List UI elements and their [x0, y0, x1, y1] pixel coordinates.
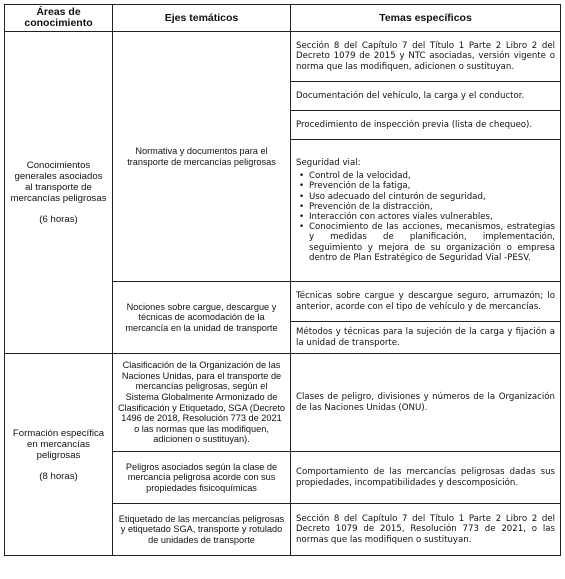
document-page — [4, 4, 561, 556]
table-row — [5, 354, 561, 452]
table-row — [5, 32, 561, 82]
tema-cell: Sección 8 del Capítulo 7 del Título 1 Parte 2 Libro 2 del Decreto 1079 de 2015, Resolución 773 de 2021, o las normas que las modifiquen o sustituyan. — [291, 504, 561, 556]
list-item: • Interacción con actores viales vulnerables, — [309, 212, 555, 222]
area-hours: (6 horas) — [39, 214, 78, 225]
header-ejes: Ejes temáticos — [113, 5, 291, 32]
seguridad-vial-list — [296, 171, 555, 263]
tema-cell: Sección 8 del Capítulo 7 del Título 1 Parte 2 Libro 2 del Decreto 1079 de 2015 y NTC asociadas, versión vigente o norma que las modifiquen, adicionen o sustituyan. — [291, 32, 561, 82]
eje-cell: Nociones sobre cargue, descargue y técnicas de acomodación de la mercancía en la unidad de transporte — [113, 282, 291, 354]
tema-cell: Comportamiento de las mercancías peligrosas dadas sus propiedades, incompatibilidades y descomposición. — [291, 452, 561, 504]
tema-cell: Técnicas sobre cargue y descargue seguro, arrumazón; lo anterior, acorde con el tipo de vehículo y de mercancías. — [291, 282, 561, 322]
area-name: Formación específica en mercancías peligrosas — [12, 427, 105, 461]
tema-cell: Clases de peligro, divisiones y números de la Organización de las Naciones Unidas (ONU). — [291, 354, 561, 452]
curriculum-table — [4, 4, 561, 556]
eje-cell: Etiquetado de las mercancías peligrosas y etiquetado SGA, transporte y rotulado de unidades de transporte — [113, 504, 291, 556]
area-hours: (8 horas) — [39, 470, 78, 482]
seguridad-vial-title: Seguridad vial: — [296, 157, 361, 168]
tema-cell: Documentación del vehículo, la carga y el conductor. — [291, 82, 561, 111]
header-areas: Áreas de conocimiento — [5, 5, 113, 32]
header-temas: Temas específicos — [291, 5, 561, 32]
eje-cell: Normativa y documentos para el transporte de mercancías peligrosas — [113, 32, 291, 282]
list-item: • Uso adecuado del cinturón de seguridad, — [309, 192, 555, 202]
header-row — [5, 5, 561, 32]
tema-cell: Métodos y técnicas para la sujeción de la carga y fijación a la unidad de transporte. — [291, 322, 561, 354]
area-cell — [5, 32, 113, 354]
eje-cell: Clasificación de la Organización de las Naciones Unidas, para el transporte de mercancías peligrosas, según el Sistema Globalmente Armonizado de Clasificación y Etiquetado, SGA (Decreto 1496 de 2018, Resolución 773 de 2021 o las normas que las modifiquen, adicionen o sustituyan). — [113, 354, 291, 452]
area-cell — [5, 354, 113, 556]
list-item: • Prevención de la fatiga, — [309, 181, 555, 191]
eje-cell: Peligros asociados según la clase de mercancía peligrosa acorde con sus propiedades fisicoquímicas — [113, 452, 291, 504]
area-name: Conocimientos generales asociados al transporte de mercancías peligrosas — [10, 160, 107, 204]
tema-cell-seguridad-vial — [291, 140, 561, 282]
list-item: • Control de la velocidad, — [309, 171, 555, 181]
list-item: • Prevención de la distracción, — [309, 202, 555, 212]
list-item: • Conocimiento de las acciones, mecanismos, estrategias y medidas de planificación, implementación, seguimiento y mejora de su organización o empresa dentro de Plan Estratégico de Seguridad Vial -PESV. — [309, 222, 555, 263]
tema-cell: Procedimiento de inspección previa (lista de chequeo). — [291, 111, 561, 140]
